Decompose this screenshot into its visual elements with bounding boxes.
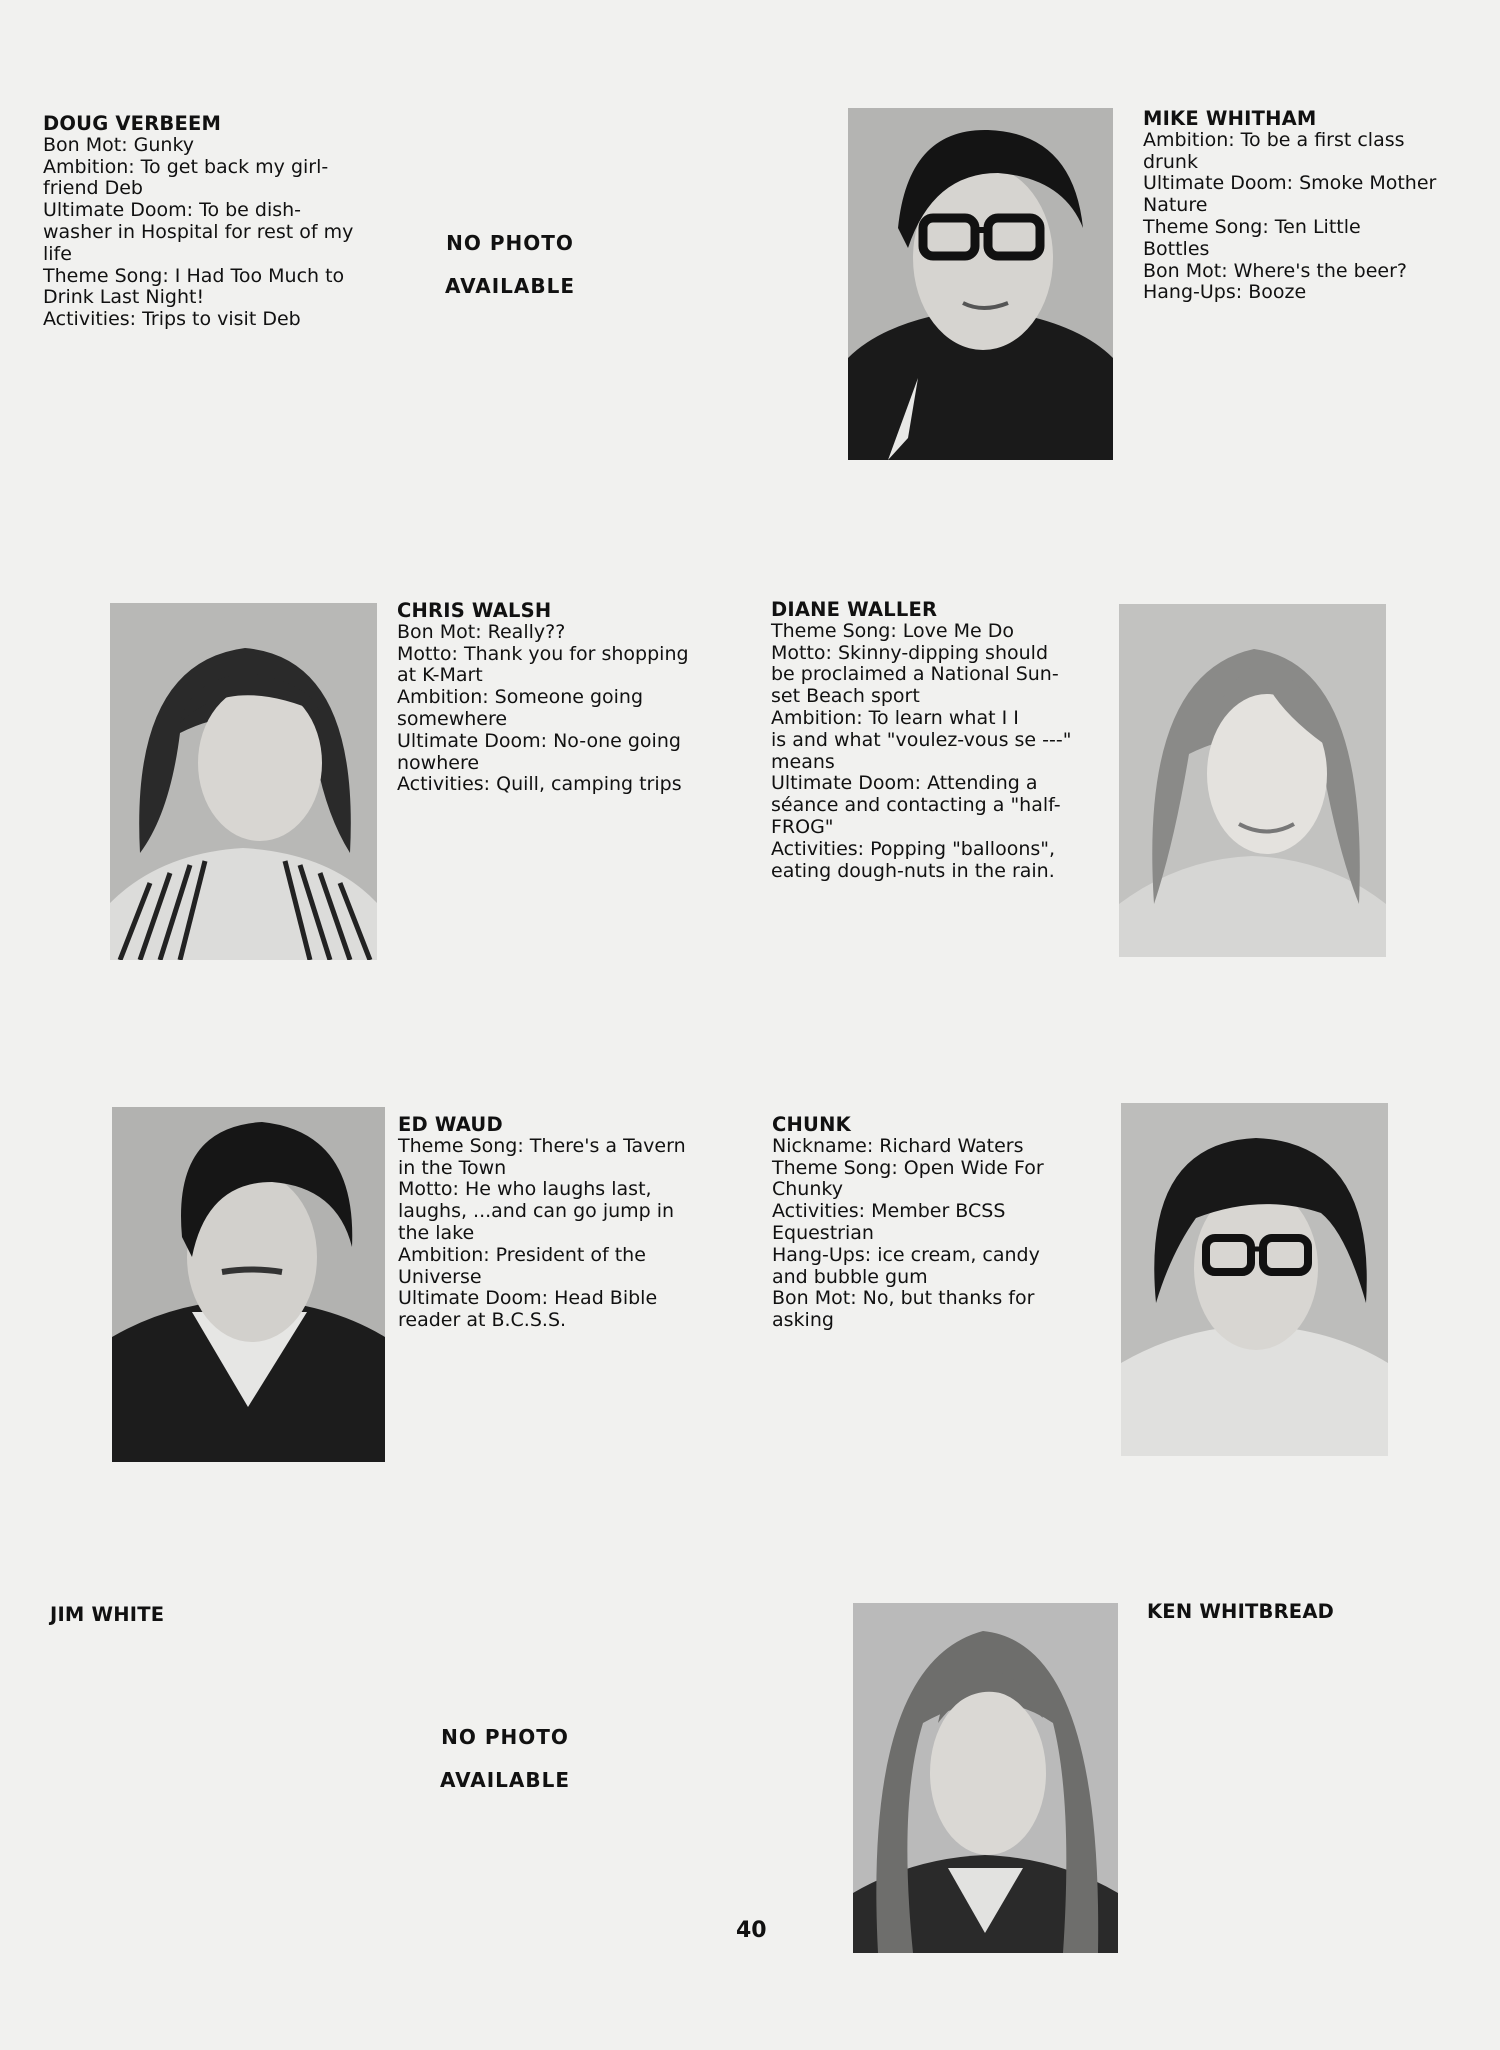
entry-line: washer in Hospital for rest of my xyxy=(43,220,354,243)
entry-line: friend Deb xyxy=(43,177,143,200)
entry-mike-whitham xyxy=(1143,108,1473,304)
entry-line: in the Town xyxy=(398,1156,507,1179)
entry-line: Nature xyxy=(1143,194,1208,217)
entry-line: the lake xyxy=(398,1221,475,1244)
entry-line: and bubble gum xyxy=(772,1265,928,1288)
entry-line: Bon Mot: No, but thanks for xyxy=(772,1287,1035,1310)
entry-line: Bon Mot: Really?? xyxy=(397,620,566,643)
entry-line: Ultimate Doom: To be dish- xyxy=(43,199,302,222)
entry-line: Drink Last Night! xyxy=(43,286,205,309)
entry-line: asking xyxy=(772,1309,834,1332)
entry-line: Ambition: President of the xyxy=(398,1243,646,1266)
entry-line: laughs, ...and can go jump in xyxy=(398,1200,675,1223)
entry-line: is and what "voulez-vous se ---" xyxy=(771,728,1072,751)
entry-doug-verbeem xyxy=(43,113,383,331)
entry-line: Ambition: To learn what I I xyxy=(771,706,1019,729)
entry-line: Chunky xyxy=(772,1178,843,1201)
student-name: DOUG VERBEEM xyxy=(43,112,222,135)
entry-line: Universe xyxy=(398,1265,482,1288)
entry-line: Motto: He who laughs last, xyxy=(398,1178,652,1201)
student-name: MIKE WHITHAM xyxy=(1143,107,1317,130)
entry-line: reader at B.C.S.S. xyxy=(398,1309,567,1332)
entry-line: Hang-Ups: Booze xyxy=(1143,281,1307,304)
student-name-jim-white: JIM WHITE xyxy=(50,1603,165,1626)
student-name: ED WAUD xyxy=(398,1113,503,1136)
entry-line: Ultimate Doom: No-one going xyxy=(397,729,681,752)
entry-diane-waller xyxy=(771,599,1101,882)
no-photo-line2: AVAILABLE xyxy=(444,274,576,298)
no-photo-line1: NO PHOTO xyxy=(446,231,574,255)
student-name: DIANE WALLER xyxy=(771,598,938,621)
no-photo-notice xyxy=(415,1716,595,1802)
entry-line: Ambition: To be a first class xyxy=(1143,128,1405,151)
portrait-ken-whitbread xyxy=(853,1603,1118,1953)
entry-line: Theme Song: Open Wide For xyxy=(772,1156,1044,1179)
no-photo-line1: NO PHOTO xyxy=(441,1725,569,1749)
entry-line: set Beach sport xyxy=(771,685,920,708)
entry-line: somewhere xyxy=(397,707,508,730)
entry-line: eating dough-nuts in the rain. xyxy=(771,859,1055,882)
portrait-ed-waud xyxy=(112,1107,385,1462)
entry-line: drunk xyxy=(1143,150,1198,173)
entry-line: Theme Song: Ten Little xyxy=(1143,215,1361,238)
entry-line: Activities: Quill, camping trips xyxy=(397,773,682,796)
page-number: 40 xyxy=(736,1918,767,1943)
portrait-chris-walsh xyxy=(110,603,377,960)
entry-line: Activities: Trips to visit Deb xyxy=(43,308,301,331)
entry-line: be proclaimed a National Sun- xyxy=(771,663,1059,686)
entry-line: Theme Song: There's a Tavern xyxy=(398,1134,686,1157)
entry-line: Ultimate Doom: Head Bible xyxy=(398,1287,658,1310)
no-photo-line2: AVAILABLE xyxy=(439,1768,571,1792)
entry-line: at K-Mart xyxy=(397,664,483,687)
entry-line: Nickname: Richard Waters xyxy=(772,1134,1024,1157)
entry-line: Activities: Member BCSS xyxy=(772,1200,1006,1223)
entry-line: Ambition: To get back my girl- xyxy=(43,155,329,178)
no-photo-notice xyxy=(420,222,600,308)
entry-line: séance and contacting a "half- xyxy=(771,794,1061,817)
entry-line: FROG" xyxy=(771,815,834,838)
entry-chris-walsh xyxy=(397,600,737,796)
entry-line: Activities: Popping "balloons", xyxy=(771,837,1056,860)
entry-line: Equestrian xyxy=(772,1221,874,1244)
entry-line: Ambition: Someone going xyxy=(397,686,644,709)
entry-line: Motto: Skinny-dipping should xyxy=(771,641,1049,664)
student-name: CHRIS WALSH xyxy=(397,599,552,622)
entry-chunk xyxy=(772,1114,1102,1332)
entry-line: nowhere xyxy=(397,751,480,774)
entry-line: Bon Mot: Gunky xyxy=(43,133,195,156)
entry-line: Theme Song: I Had Too Much to xyxy=(43,264,345,287)
entry-line: Ultimate Doom: Smoke Mother xyxy=(1143,172,1437,195)
student-name-ken-whitbread: KEN WHITBREAD xyxy=(1147,1600,1335,1623)
entry-line: Bottles xyxy=(1143,237,1210,260)
entry-line: Motto: Thank you for shopping xyxy=(397,642,689,665)
portrait-mike-whitham xyxy=(848,108,1113,460)
student-name: CHUNK xyxy=(772,1113,851,1136)
entry-line: Ultimate Doom: Attending a xyxy=(771,772,1038,795)
entry-line: Theme Song: Love Me Do xyxy=(771,619,1015,642)
entry-line: means xyxy=(771,750,835,773)
entry-line: life xyxy=(43,242,72,265)
portrait-diane-waller xyxy=(1119,604,1386,957)
entry-ed-waud xyxy=(398,1114,728,1332)
entry-line: Bon Mot: Where's the beer? xyxy=(1143,259,1407,282)
entry-line: Hang-Ups: ice cream, candy xyxy=(772,1243,1040,1266)
portrait-chunk xyxy=(1121,1103,1388,1456)
